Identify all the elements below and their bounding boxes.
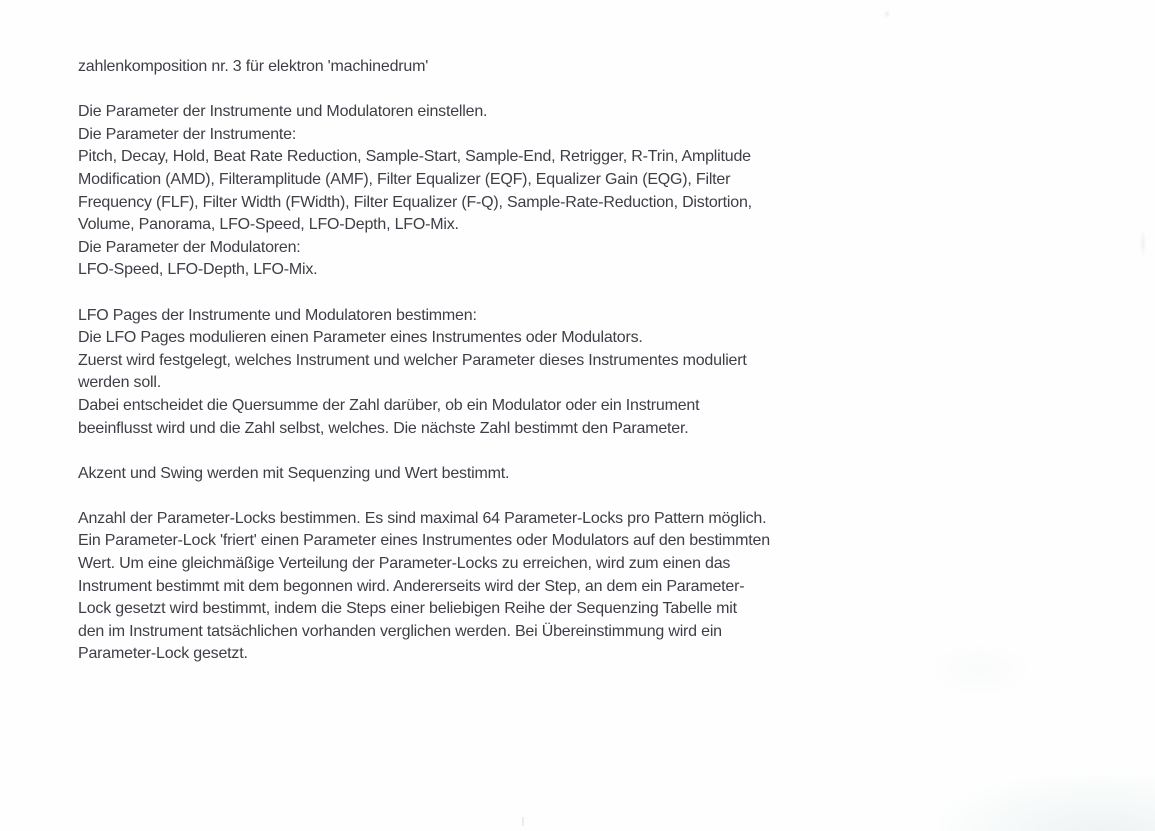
text-line: Die LFO Pages modulieren einen Parameter eines Instrumentes oder Modulators.: [78, 329, 643, 347]
text-line: Anzahl der Parameter-Locks bestimmen. Es sind maximal 64 Parameter-Locks pro Pattern möglich.: [78, 509, 767, 527]
text-line: Die Parameter der Instrumente:: [78, 125, 297, 143]
text-line: Akzent und Swing werden mit Sequenzing und Wert bestimmt.: [78, 464, 510, 482]
page-title: zahlenkomposition nr. 3 für elektron 'machinedrum': [78, 58, 429, 75]
text-line: Die Parameter der Modulatoren:: [78, 238, 301, 256]
scan-artifact-top-right: [884, 10, 890, 18]
scan-artifact-right-edge: [1140, 230, 1146, 256]
scan-smudge-mid-right: [920, 640, 1040, 700]
scan-smudge-bottom-right: [940, 775, 1155, 831]
text-line: LFO Pages der Instrumente und Modulatoren bestimmen:: [78, 306, 477, 324]
text-line: Pitch, Decay, Hold, Beat Rate Reduction, Sample-Start, Sample-End, Retrigger, R-Trin, Amplitude: [78, 148, 751, 166]
text-line: Parameter-Lock gesetzt.: [78, 645, 248, 663]
scan-artifact-bottom-tick: [522, 817, 524, 826]
text-line: werden soll.: [78, 374, 161, 392]
text-line: Frequency (FLF), Filter Width (FWidth), Filter Equalizer (F-Q), Sample-Rate-Reduction, Distortion,: [78, 193, 752, 211]
text-line: Modification (AMD), Filteramplitude (AMF), Filter Equalizer (EQF), Equalizer Gain (EQG), Filter: [78, 170, 731, 188]
document-body: [78, 101, 768, 666]
text-line: LFO-Speed, LFO-Depth, LFO-Mix.: [78, 261, 318, 279]
text-line: Volume, Panorama, LFO-Speed, LFO-Depth, LFO-Mix.: [78, 216, 459, 234]
paragraph: [78, 463, 768, 486]
document-content: [78, 56, 768, 666]
paragraph: [78, 101, 768, 282]
text-line: Die Parameter der Instrumente und Modulatoren einstellen.: [78, 103, 488, 121]
text-line: Lock gesetzt wird bestimmt, indem die Steps einer beliebigen Reihe der Sequenzing Tabelle mit: [78, 600, 737, 618]
paragraph: [78, 305, 768, 441]
text-line: Ein Parameter-Lock 'friert' einen Parameter eines Instrumentes oder Modulators auf den bestimmten: [78, 532, 770, 550]
text-line: Dabei entscheidet die Quersumme der Zahl darüber, ob ein Modulator oder ein Instrument: [78, 396, 700, 414]
text-line: Zuerst wird festgelegt, welches Instrument und welcher Parameter dieses Instrumentes moduliert: [78, 351, 747, 369]
text-line: Instrument bestimmt mit dem begonnen wird. Andererseits wird der Step, an dem ein Parameter-: [78, 577, 745, 595]
text-line: Wert. Um eine gleichmäßige Verteilung der Parameter-Locks zu erreichen, wird zum einen das: [78, 555, 731, 573]
paragraph: [78, 508, 768, 666]
text-line: beeinflusst wird und die Zahl selbst, welches. Die nächste Zahl bestimmt den Parameter.: [78, 419, 689, 437]
text-line: den im Instrument tatsächlichen vorhanden verglichen werden. Bei Übereinstimmung wird ein: [78, 622, 722, 640]
